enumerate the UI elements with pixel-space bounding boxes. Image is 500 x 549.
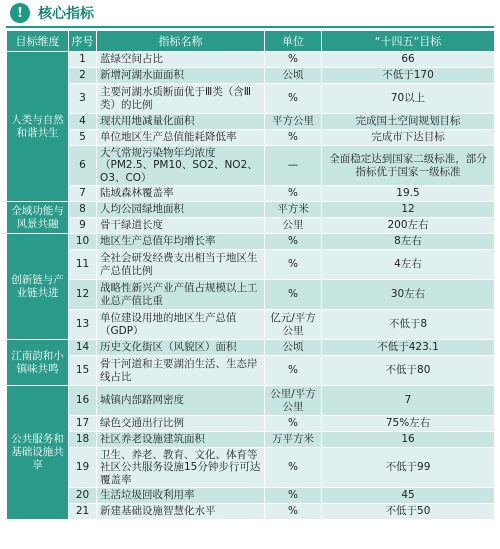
col-header-name: 指标名称 — [97, 31, 265, 52]
row-unit: % — [265, 280, 322, 310]
row-unit: 公里 — [265, 218, 322, 234]
row-target: 全面稳定达到国家二级标准，部分指标优于国家一级标准 — [322, 146, 495, 186]
row-name: 城镇内部路网密度 — [97, 386, 265, 416]
table-row — [7, 340, 495, 356]
row-no: 13 — [69, 310, 97, 340]
row-no: 19 — [69, 448, 97, 488]
row-no: 12 — [69, 280, 97, 310]
row-name: 单位建设用地的地区生产总值（GDP） — [97, 310, 265, 340]
row-no: 14 — [69, 340, 97, 356]
row-target: 200左右 — [322, 218, 495, 234]
row-no: 1 — [69, 52, 97, 68]
row-target: 完成国土空间规划目标 — [322, 114, 495, 130]
row-name: 新增河湖水面面积 — [97, 68, 265, 84]
row-name: 绿色交通出行比例 — [97, 416, 265, 432]
row-name: 现状用地减量化面积 — [97, 114, 265, 130]
table-row — [7, 310, 495, 340]
row-target: 完成市下达目标 — [322, 130, 495, 146]
row-no: 3 — [69, 84, 97, 114]
row-name: 陆域森林覆盖率 — [97, 186, 265, 202]
row-target: 19.5 — [322, 186, 495, 202]
row-target: 75%左右 — [322, 416, 495, 432]
row-no: 16 — [69, 386, 97, 416]
row-name: 骨干河道和主要湖泊生活、生态岸线占比 — [97, 356, 265, 386]
table-row — [7, 186, 495, 202]
table-row — [7, 504, 495, 520]
table-row — [7, 250, 495, 280]
row-unit: % — [265, 416, 322, 432]
row-target: 8左右 — [322, 234, 495, 250]
row-unit: 亿元/平方公里 — [265, 310, 322, 340]
table-row — [7, 84, 495, 114]
row-unit: % — [265, 488, 322, 504]
row-name: 单位地区生产总值能耗降低率 — [97, 130, 265, 146]
row-unit: % — [265, 186, 322, 202]
row-unit: % — [265, 234, 322, 250]
row-no: 9 — [69, 218, 97, 234]
row-unit: 公顷 — [265, 68, 322, 84]
section-title: 核心指标 — [38, 6, 94, 22]
row-unit: 公顷 — [265, 340, 322, 356]
row-no: 8 — [69, 202, 97, 218]
row-target: 不低于50 — [322, 504, 495, 520]
row-no: 2 — [69, 68, 97, 84]
row-target: 70以上 — [322, 84, 495, 114]
row-unit: — — [265, 146, 322, 186]
table-row — [7, 416, 495, 432]
row-unit: % — [265, 504, 322, 520]
row-no: 7 — [69, 186, 97, 202]
table-row — [7, 234, 495, 250]
row-no: 18 — [69, 432, 97, 448]
row-name: 人均公园绿地面积 — [97, 202, 265, 218]
row-unit: % — [265, 84, 322, 114]
row-target: 不低于80 — [322, 356, 495, 386]
row-no: 10 — [69, 234, 97, 250]
table-row — [7, 356, 495, 386]
row-target: 30左右 — [322, 280, 495, 310]
exclamation-icon: ! — [10, 3, 30, 23]
table-row — [7, 432, 495, 448]
section-header — [6, 0, 494, 26]
row-unit: % — [265, 250, 322, 280]
table-row — [7, 114, 495, 130]
row-target: 不低于170 — [322, 68, 495, 84]
row-unit: 公里/平方公里 — [265, 386, 322, 416]
row-name: 卫生、养老、教育、文化、体育等社区公共服务设施15分钟步行可达覆盖率 — [97, 448, 265, 488]
col-header-dimension: 目标维度 — [7, 31, 69, 52]
row-no: 15 — [69, 356, 97, 386]
row-target: 66 — [322, 52, 495, 68]
row-unit: 万平方米 — [265, 432, 322, 448]
row-unit: % — [265, 52, 322, 68]
row-name: 全社会研发经费支出相当于地区生产总值比例 — [97, 250, 265, 280]
table-row — [7, 448, 495, 488]
table-row — [7, 218, 495, 234]
table-row — [7, 202, 495, 218]
col-header-unit: 单位 — [265, 31, 322, 52]
row-name: 骨干绿道长度 — [97, 218, 265, 234]
row-name: 新建基础设施智慧化水平 — [97, 504, 265, 520]
table-row — [7, 146, 495, 186]
row-name: 战略性新兴产业产值占规模以上工业总产值比重 — [97, 280, 265, 310]
row-no: 6 — [69, 146, 97, 186]
col-header-target: “十四五”目标 — [322, 31, 495, 52]
row-name: 地区生产总值年均增长率 — [97, 234, 265, 250]
row-unit: 平方公里 — [265, 114, 322, 130]
table-row — [7, 68, 495, 84]
row-target: 不低于8 — [322, 310, 495, 340]
table-row — [7, 280, 495, 310]
row-name: 历史文化街区（风貌区）面积 — [97, 340, 265, 356]
row-unit: % — [265, 356, 322, 386]
row-name: 社区养老设施建筑面积 — [97, 432, 265, 448]
row-name: 主要河湖水质断面优于Ⅲ类（含Ⅲ类）的比例 — [97, 84, 265, 114]
row-unit: % — [265, 448, 322, 488]
category-cell: 江南韵和小镇味共鸣 — [7, 340, 69, 386]
row-name: 大气常规污染物年均浓度（PM2.5、PM10、SO2、NO2、O3、CO） — [97, 146, 265, 186]
category-cell: 创新链与产业链共进 — [7, 234, 69, 340]
row-no: 17 — [69, 416, 97, 432]
row-target: 7 — [322, 386, 495, 416]
row-name: 生活垃圾回收利用率 — [97, 488, 265, 504]
row-target: 4左右 — [322, 250, 495, 280]
row-target: 45 — [322, 488, 495, 504]
row-name: 蓝绿空间占比 — [97, 52, 265, 68]
row-no: 20 — [69, 488, 97, 504]
row-no: 4 — [69, 114, 97, 130]
row-no: 11 — [69, 250, 97, 280]
row-target: 16 — [322, 432, 495, 448]
row-unit: % — [265, 130, 322, 146]
row-target: 不低于423.1 — [322, 340, 495, 356]
table-header-row — [7, 31, 495, 52]
table-row — [7, 488, 495, 504]
row-target: 12 — [322, 202, 495, 218]
table-row — [7, 52, 495, 68]
row-no: 21 — [69, 504, 97, 520]
col-header-no: 序号 — [69, 31, 97, 52]
indicator-table — [6, 30, 495, 520]
category-cell: 人类与自然和谐共生 — [7, 52, 69, 202]
category-cell: 全域功能与风景共融 — [7, 202, 69, 234]
row-no: 5 — [69, 130, 97, 146]
table-row — [7, 130, 495, 146]
row-target: 不低于99 — [322, 448, 495, 488]
table-row — [7, 386, 495, 416]
row-unit: 平方米 — [265, 202, 322, 218]
title-divider — [6, 26, 494, 28]
category-cell: 公共服务和基础设施共享 — [7, 386, 69, 520]
